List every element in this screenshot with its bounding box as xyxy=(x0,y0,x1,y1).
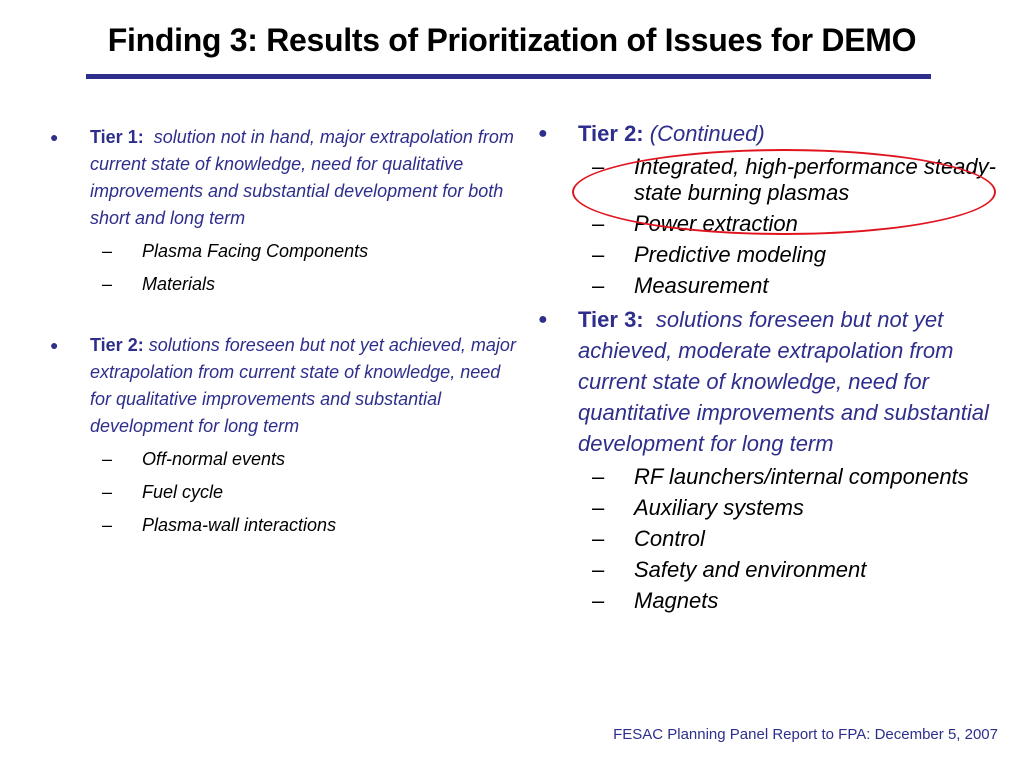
list-item: – Auxiliary systems xyxy=(592,495,804,520)
tier2-label: Tier 2: xyxy=(90,335,144,355)
dash-icon: – xyxy=(102,274,113,294)
list-item: – Integrated, high-performance steady-state burning plasmas xyxy=(592,154,996,205)
list-item: – Materials xyxy=(42,271,522,298)
list-item: – Predictive modeling xyxy=(592,242,826,267)
dash-icon: – xyxy=(102,449,113,469)
list-item: – Measurement xyxy=(592,273,769,298)
dash-icon: – xyxy=(592,588,605,613)
dash-icon: – xyxy=(102,241,113,261)
slide-title: Finding 3: Results of Prioritization of Issues for DEMO xyxy=(107,22,917,58)
dash-icon: – xyxy=(592,557,605,582)
dash-icon: – xyxy=(592,464,605,489)
highlight-ellipse xyxy=(572,149,996,235)
bullet-dot-icon: ● xyxy=(538,311,548,328)
list-item: – Safety and environment xyxy=(592,557,867,582)
tier2-description: solutions foreseen but not yet achieved, major extrapolation from current state of knowledge, need for qualitative improvements and substantial development for long term xyxy=(90,335,516,436)
list-item: – Control xyxy=(592,526,705,551)
list-item: – Plasma-wall interactions xyxy=(42,512,522,539)
list-item: – Power extraction xyxy=(592,211,798,236)
tier1-bullet xyxy=(42,124,522,232)
list-item: – RF launchers/internal components xyxy=(592,464,969,489)
dash-icon: – xyxy=(102,515,113,535)
tier2-bullet xyxy=(42,332,522,440)
dash-icon: – xyxy=(592,495,605,520)
tier3-description: solutions foreseen but not yet achieved, moderate extrapolation from current state of knowledge, need for quantitative improvements and substantial development for long term xyxy=(578,307,989,456)
bullet-dot-icon: ● xyxy=(50,129,59,145)
tier3-bullet xyxy=(530,304,1000,459)
dash-icon: – xyxy=(592,273,605,298)
footer-text: FESAC Planning Panel Report to FPA: December 5, 2007 xyxy=(613,726,998,743)
dash-icon: – xyxy=(592,154,605,179)
tier2-continued-label: Tier 2: xyxy=(578,121,644,146)
bullet-dot-icon: ● xyxy=(538,125,548,142)
tier2-continued-note: (Continued) xyxy=(649,121,765,146)
dash-icon: – xyxy=(592,211,605,236)
tier1-label: Tier 1: xyxy=(90,127,144,147)
tier3-label: Tier 3: xyxy=(578,307,644,332)
list-item: – Off-normal events xyxy=(42,446,522,473)
dash-icon: – xyxy=(592,526,605,551)
list-item: – Plasma Facing Components xyxy=(42,238,522,265)
dash-icon: – xyxy=(102,482,113,502)
list-item: – Magnets xyxy=(592,588,719,613)
bullet-dot-icon: ● xyxy=(50,337,59,353)
title-underline xyxy=(86,74,931,79)
tier2-continued-bullet xyxy=(530,118,1000,149)
list-item: – Fuel cycle xyxy=(42,479,522,506)
left-column xyxy=(42,124,522,539)
dash-icon: – xyxy=(592,242,605,267)
tier1-description: solution not in hand, major extrapolation from current state of knowledge, need for qualitative improvements and substantial development for both short and long term xyxy=(90,127,514,228)
